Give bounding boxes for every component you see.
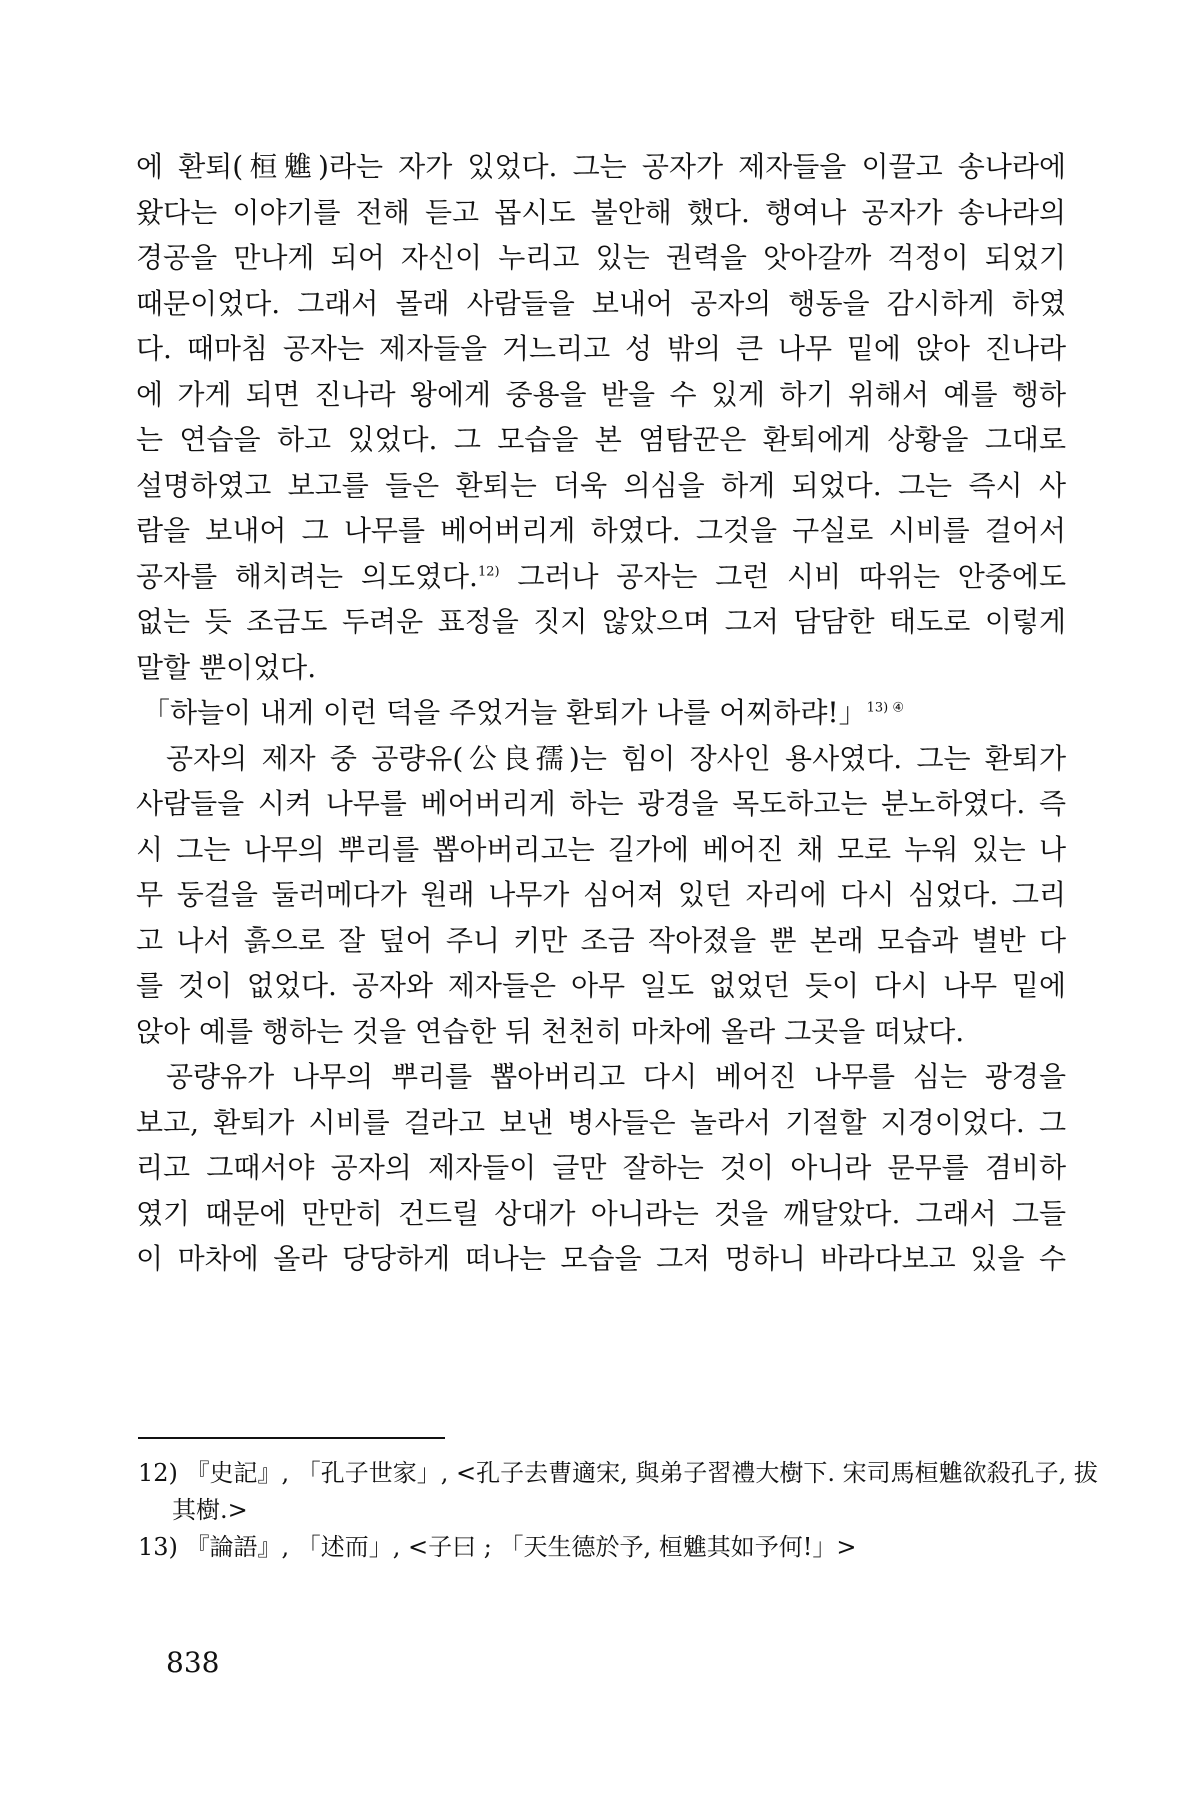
- text-line: 다. 때마침 공자는 제자들을 거느리고 성 밖의 큰 나무 밑에 앉아 진나라: [136, 332, 1066, 365]
- quote-text: 「하늘이 내게 이런 덕을 주었거늘 환퇴가 나를 어찌하랴!」: [142, 696, 867, 729]
- text-line: 를 것이 없었다. 공자와 제자들은 아무 일도 없었던 듯이 다시 나무 밑에: [136, 969, 1066, 1002]
- text-line: 시 그는 나무의 뿌리를 뽑아버리고는 길가에 베어진 채 모로 누워 있는 나: [136, 832, 1066, 866]
- text-line-with-footnote: [136, 554, 1066, 600]
- text-span: 공자를 해치려는 의도였다.: [136, 559, 478, 593]
- text-line: 에 환퇴(桓魋)라는 자가 있었다. 그는 공자가 제자들을 이끌고 송나라에: [136, 150, 1066, 183]
- text-line: 이 마차에 올라 당당하게 떠나는 모습을 그저 멍하니 바라다보고 있을 수: [136, 1242, 1066, 1275]
- text-line: 경공을 만나게 되어 자신이 누리고 있는 권력을 앗아갈까 걱정이 되었기: [136, 241, 1066, 274]
- text-line: 였기 때문에 만만히 건드릴 상대가 아니라는 것을 깨달았다. 그래서 그들: [136, 1196, 1066, 1230]
- text-line: 앉아 예를 행하는 것을 연습한 뒤 천천히 마차에 올라 그곳을 떠났다.: [136, 1014, 965, 1048]
- text-line: 왔다는 이야기를 전해 듣고 몹시도 불안해 했다. 행여나 공자가 송나라의: [136, 195, 1066, 229]
- footnote-divider: [138, 1437, 445, 1439]
- text-line: 는 연습을 하고 있었다. 그 모습을 본 염탐꾼은 환퇴에게 상황을 그대로: [136, 423, 1066, 456]
- text-line: 에 가게 되면 진나라 왕에게 중용을 받을 수 있게 하기 위해서 예를 행하: [136, 377, 1066, 411]
- text-line: 보고, 환퇴가 시비를 걸라고 보낸 병사들은 놀라서 기절할 지경이었다. 그: [136, 1105, 1066, 1139]
- quote-line: [136, 690, 1066, 736]
- footnote-ref-12: 12): [477, 564, 500, 580]
- body-text: [136, 144, 1066, 1282]
- footnote-12: 12) 『史記』, 「孔子世家」, <孔子去曹適宋, 與弟子習禮大樹下. 宋司馬桓魋欲殺孔子, 拔: [138, 1459, 1098, 1487]
- footnotes: [138, 1455, 1098, 1566]
- text-line: 말할 뿐이었다.: [136, 650, 317, 684]
- text-line: 없는 듯 조금도 두려운 표정을 짓지 않았으며 그저 담담한 태도로 이렇게: [136, 605, 1066, 638]
- text-line: 고 나서 흙으로 잘 덮어 주니 키만 조금 작아졌을 뿐 본래 모습과 별반 다: [136, 923, 1066, 957]
- text-line: 설명하였고 보고를 들은 환퇴는 더욱 의심을 하게 되었다. 그는 즉시 사: [136, 468, 1066, 502]
- paragraph-first-line: 공량유가 나무의 뿌리를 뽑아버리고 다시 베어진 나무를 심는 광경을: [166, 1060, 1066, 1093]
- text-line: 사람들을 시켜 나무를 베어버리게 하는 광경을 목도하고는 분노하였다. 즉: [136, 787, 1066, 820]
- footnote-12-continued: 其樹.>: [172, 1496, 248, 1524]
- text-line: 무 둥걸을 둘러메다가 원래 나무가 심어져 있던 자리에 다시 심었다. 그리: [136, 878, 1066, 911]
- text-line: 리고 그때서야 공자의 제자들이 글만 잘하는 것이 아니라 문무를 겸비하: [136, 1151, 1066, 1184]
- footnote-ref-13: 13) ④: [866, 700, 905, 716]
- text-line: 때문이었다. 그래서 몰래 사람들을 보내어 공자의 행동을 감시하게 하였: [136, 286, 1066, 320]
- text-span: 그러나 공자는 그런 시비 따위는 안중에도: [499, 559, 1066, 593]
- paragraph-first-line: 공자의 제자 중 공량유(公良孺)는 힘이 장사인 용사였다. 그는 환퇴가: [166, 741, 1066, 775]
- page-number: 838: [166, 1646, 220, 1679]
- footnote-13: 13) 『論語』, 「述而」, <子曰 ; 「天生德於予, 桓魋其如予何!」>: [138, 1533, 857, 1561]
- text-line: 람을 보내어 그 나무를 베어버리게 하였다. 그것을 구실로 시비를 걸어서: [136, 514, 1066, 547]
